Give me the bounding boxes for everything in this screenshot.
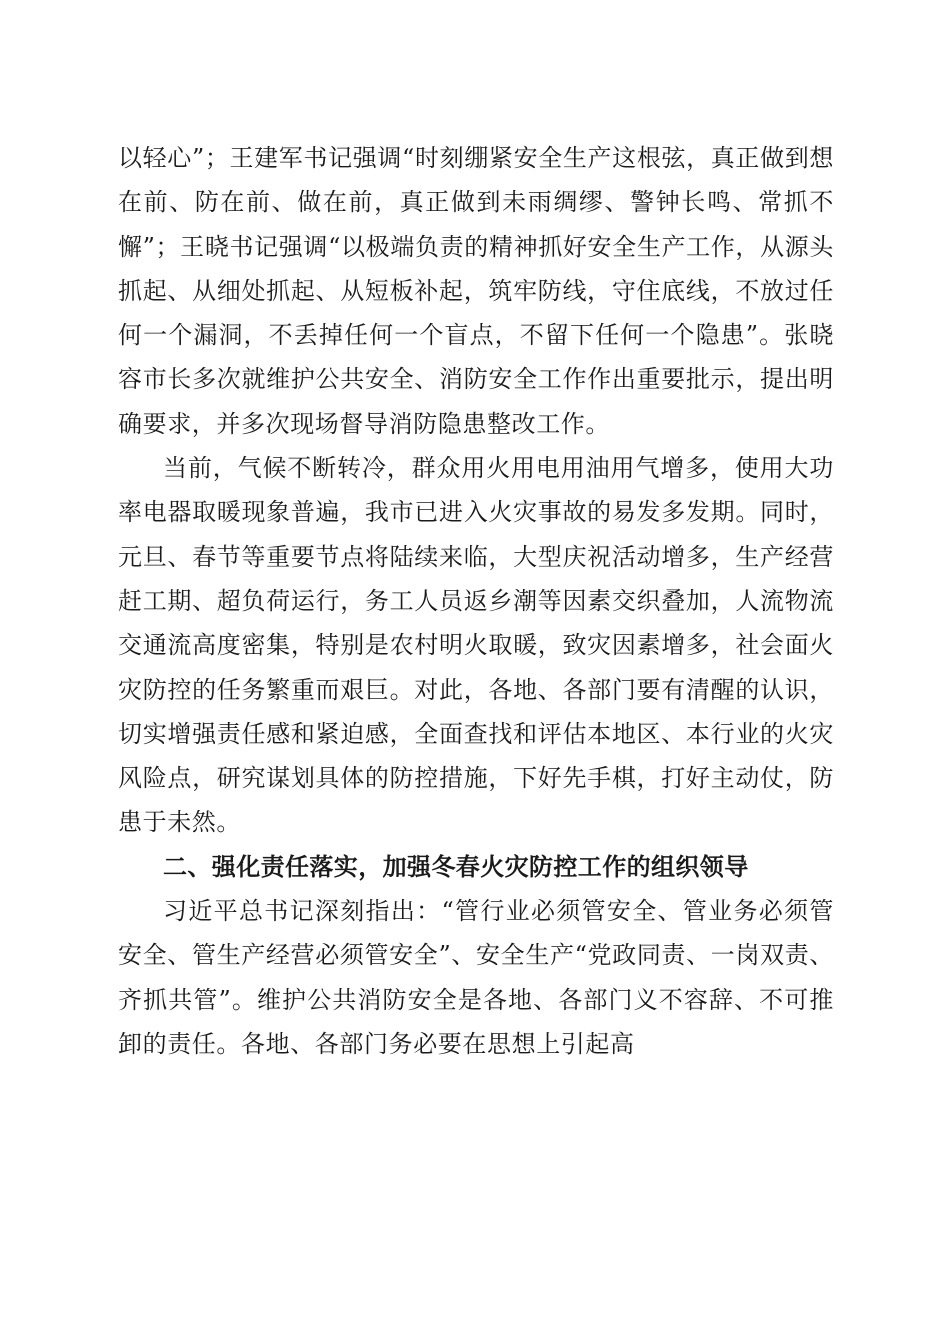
paragraph-continuation: 以轻心”；王建军书记强调“时刻绷紧安全生产这根弦，真正做到想在前、防在前、做在前，真正做到未雨绸缪、警钟长鸣、常抓不懈”；王晓书记强调“以极端负责的精神抓好安全生产工作，从源头抓起、从细处抓起、从短板补起，筑牢防线，守住底线，不放过任何一个漏洞，不丢掉任何一个盲点，不留下任何一个隐患”。张晓容市长多次就维护公共安全、消防安全工作作出重要批示，提出明确要求，并多次现场督导消防隐患整改工作。 [118,144,834,438]
paragraph-responsibility: 习近平总书记深刻指出：“管行业必须管安全、管业务必须管安全、管生产经营必须管安全”、安全生产“党政同责、一岗双责、齐抓共管”。维护公共消防安全是各地、各部门义不容辞、不可推卸的责任。各地、各部门务必要在思想上引起高 [118,897,834,1058]
section-heading: 二、强化责任落实，加强冬春火灾防控工作的组织领导 [163,852,749,881]
document-body [118,136,834,1066]
paragraph-current-situation: 当前，气候不断转冷，群众用火用电用油用气增多，使用大功率电器取暖现象普遍，我市已进入火灾事故的易发多发期。同时，元旦、春节等重要节点将陆续来临，大型庆祝活动增多，生产经营赶工期、超负荷运行，务工人员返乡潮等因素交织叠加，人流物流交通流高度密集，特别是农村明火取暖，致灾因素增多，社会面火灾防控的任务繁重而艰巨。对此，各地、各部门要有清醒的认识，切实增强责任感和紧迫感，全面查找和评估本地区、本行业的火灾风险点，研究谋划具体的防控措施，下好先手棋，打好主动仗，防患于未然。 [118,454,834,837]
